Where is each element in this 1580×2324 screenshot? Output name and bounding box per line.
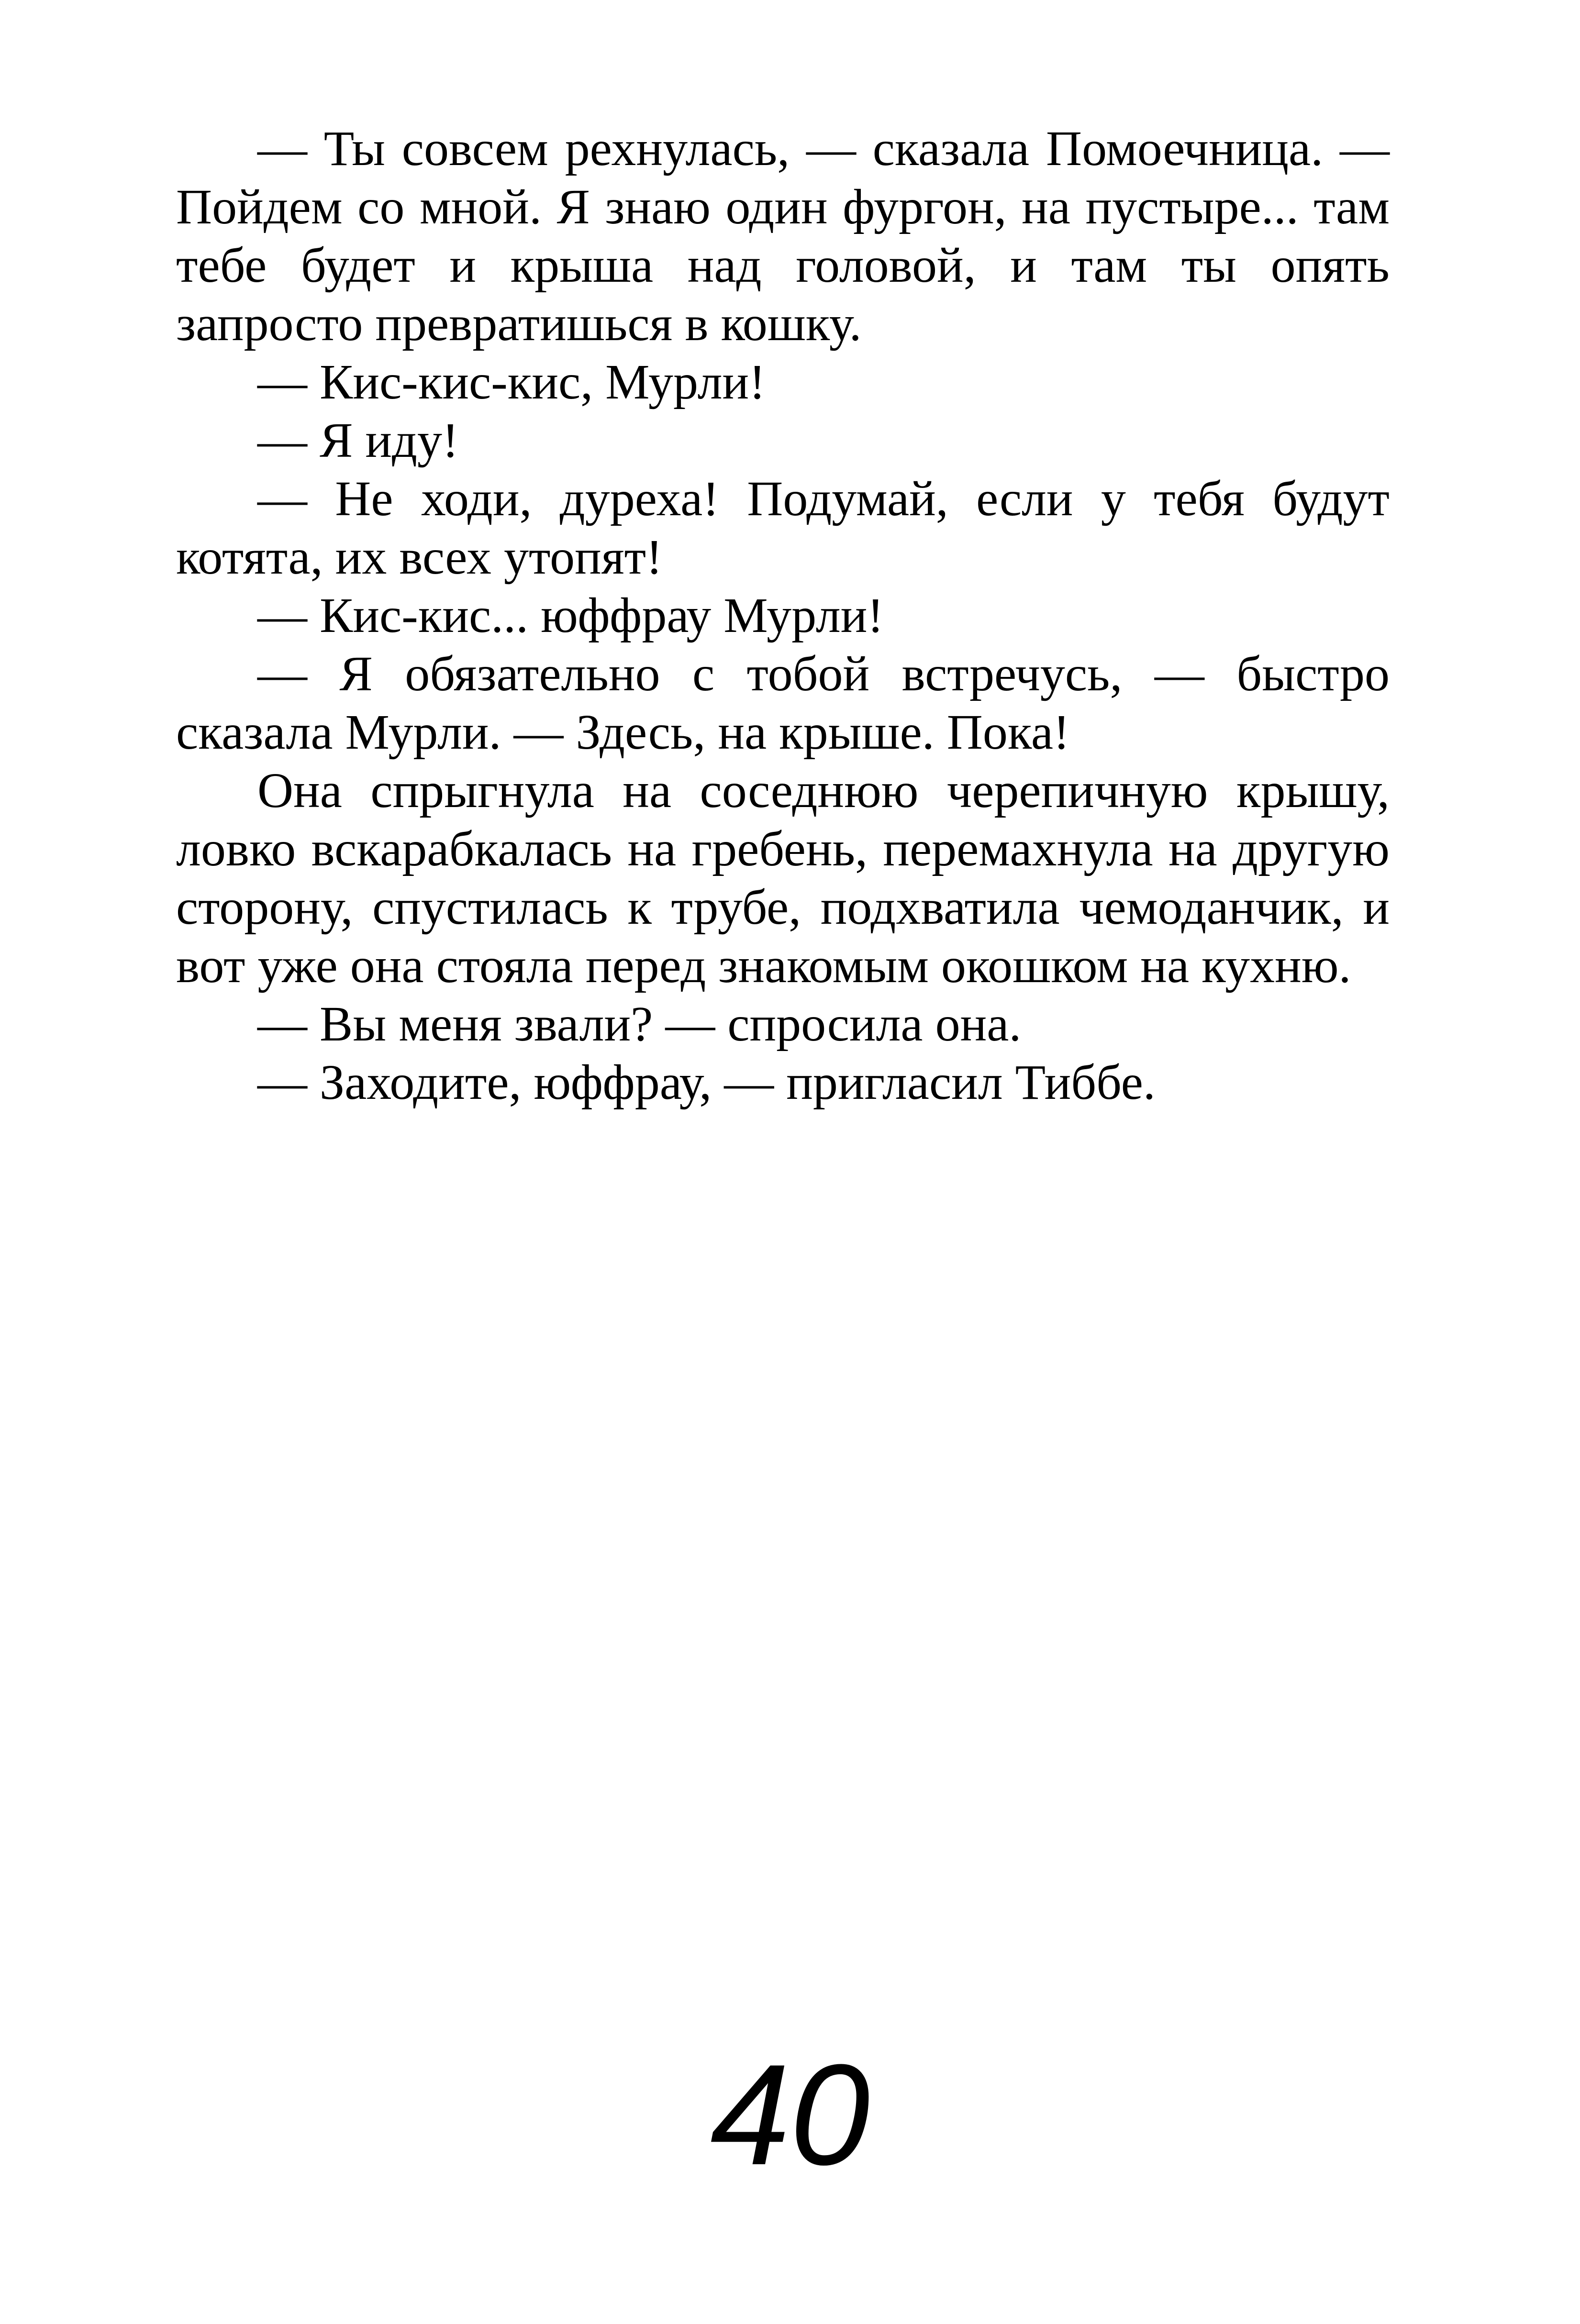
- body-text: [176, 120, 1390, 1112]
- paragraph: — Кис-кис... юффрау Мурли!: [257, 588, 884, 643]
- paragraph: — Заходите, юффрау, — пригласил Тиббе.: [257, 1055, 1156, 1110]
- paragraph: — Вы меня звали? — спросила она.: [257, 996, 1022, 1051]
- paragraph: — Не ходи, дуреха! Подумай, если у тебя будут котята, их всех утопят!: [176, 471, 1390, 585]
- paragraph: — Я иду!: [257, 413, 459, 468]
- page-number: 40: [710, 2034, 870, 2195]
- paragraph: — Я обязательно с тобой встречусь, — быстро сказала Мурли. — Здесь, на крыше. Пока!: [176, 646, 1390, 760]
- paragraph: — Ты совсем рехнулась, — сказала Помоечница. — Пойдем со мной. Я знаю один фургон, на пустыре... там тебе будет и крыша над головой, и там ты опять запросто превратишься в кошку.: [176, 121, 1390, 351]
- paragraph: — Кис-кис-кис, Мурли!: [257, 354, 766, 409]
- paragraph: Она спрыгнула на соседнюю черепичную крышу, ловко вскарабкалась на гребень, перемахнула на другую сторону, спустилась к трубе, подхватила чемоданчик, и вот уже она стояла перед знакомым окошком на кухню.: [176, 763, 1390, 993]
